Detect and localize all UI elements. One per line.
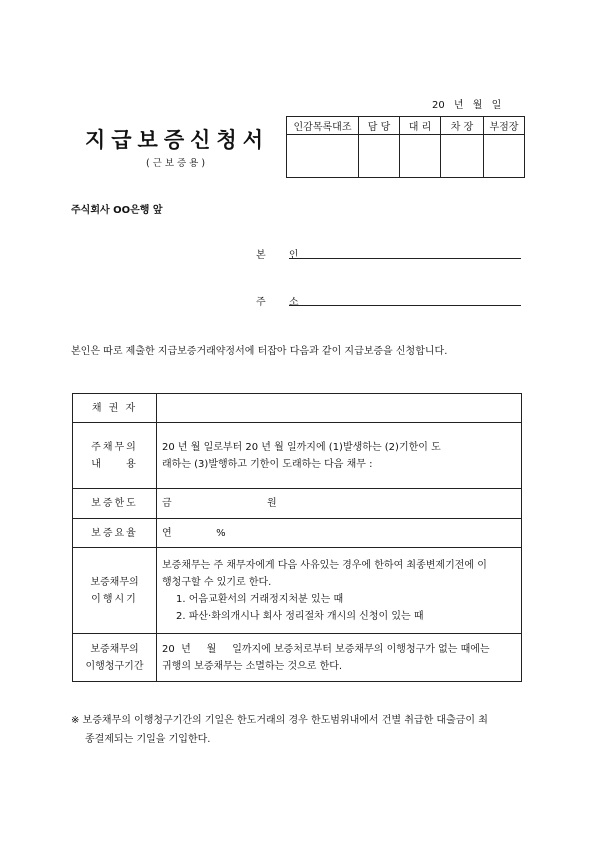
date-line: 20 년 월 일 bbox=[432, 100, 502, 111]
intro-text: 본인은 따로 제출한 지급보증거래약정서에 터잡아 다음과 같이 지급보증을 신청합니다. bbox=[71, 346, 448, 357]
performance-line-1: 보증채무는 주 채무자에게 다음 사유있는 경우에 한하여 최종변제기전에 이 bbox=[162, 559, 487, 571]
row-label-rate: 보증요율 bbox=[73, 519, 157, 548]
label-line: 보증채무의 bbox=[90, 576, 139, 588]
main-debt-line-2: 래하는 (3)발행하고 기한이 도래하는 다음 채무 : bbox=[162, 458, 373, 470]
row-label-main-debt bbox=[73, 423, 157, 489]
approval-sign-cell[interactable] bbox=[484, 135, 525, 178]
approval-sign-cell[interactable] bbox=[441, 135, 484, 178]
footnote bbox=[71, 711, 526, 749]
row-label-performance-time bbox=[73, 548, 157, 634]
approval-header-seal-check: 인감목록대조 bbox=[287, 117, 359, 135]
applicant-label: 본 인 bbox=[256, 250, 309, 261]
row-label-limit: 보증한도 bbox=[73, 489, 157, 519]
main-debt-field[interactable] bbox=[157, 423, 522, 489]
address-label: 주 소 bbox=[256, 297, 309, 308]
approval-header-branch-head: 부점장 bbox=[484, 117, 525, 135]
document-subtitle: (근보증용) bbox=[145, 158, 209, 169]
approval-sign-cell[interactable] bbox=[400, 135, 441, 178]
approval-header-manager: 차 장 bbox=[441, 117, 484, 135]
label-line: 보증채무의 bbox=[90, 643, 139, 655]
address-field[interactable] bbox=[289, 305, 521, 306]
main-debt-line-1: 20 년 월 일로부터 20 년 월 일까지에 (1)발생하는 (2)기한이 도 bbox=[162, 441, 441, 453]
claim-period-line-2: 귀행의 보증채무는 소멸하는 것으로 한다. bbox=[162, 660, 343, 672]
row-label-claim-period bbox=[73, 634, 157, 682]
row-label-creditor: 채 권 자 bbox=[73, 394, 157, 423]
claim-period-line-1: 20 년 월 일까지에 보증처로부터 보증채무의 이행청구가 없는 때에는 bbox=[162, 643, 490, 655]
performance-time-text bbox=[157, 548, 522, 634]
approval-header-staff: 담 당 bbox=[359, 117, 400, 135]
footnote-line-2: 종결제되는 기일을 기입한다. bbox=[85, 734, 211, 745]
label-line: 이행시기 bbox=[91, 593, 138, 605]
rate-field[interactable]: 연 % bbox=[157, 519, 522, 548]
label-line: 이행청구기간 bbox=[85, 660, 144, 672]
approval-header-deputy: 대 리 bbox=[400, 117, 441, 135]
performance-item-2: 2. 파산·화의개시나 회사 정리절차 개시의 신청이 있는 때 bbox=[176, 610, 424, 622]
performance-item-1: 1. 어음교환서의 거래정지처분 있는 때 bbox=[176, 593, 344, 605]
approval-sign-cell[interactable] bbox=[287, 135, 359, 178]
creditor-field[interactable] bbox=[157, 394, 522, 423]
approval-table bbox=[286, 116, 525, 178]
addressee: 주식회사 OO은행 앞 bbox=[71, 205, 163, 216]
guarantee-table bbox=[72, 393, 522, 682]
approval-sign-cell[interactable] bbox=[359, 135, 400, 178]
label-line: 내 용 bbox=[91, 458, 138, 470]
footnote-line-1: ※ 보증채무의 이행청구기간의 기일은 한도거래의 경우 한도범위내에서 건별 취급한 대출금이 최 bbox=[71, 715, 488, 726]
claim-period-text bbox=[157, 634, 522, 682]
document-title: 지급보증신청서 bbox=[84, 128, 269, 152]
performance-line-2: 행청구할 수 있기로 한다. bbox=[162, 576, 272, 588]
label-line: 주채무의 bbox=[91, 441, 138, 453]
limit-field[interactable]: 금 원 bbox=[157, 489, 522, 519]
applicant-field[interactable] bbox=[289, 258, 521, 259]
